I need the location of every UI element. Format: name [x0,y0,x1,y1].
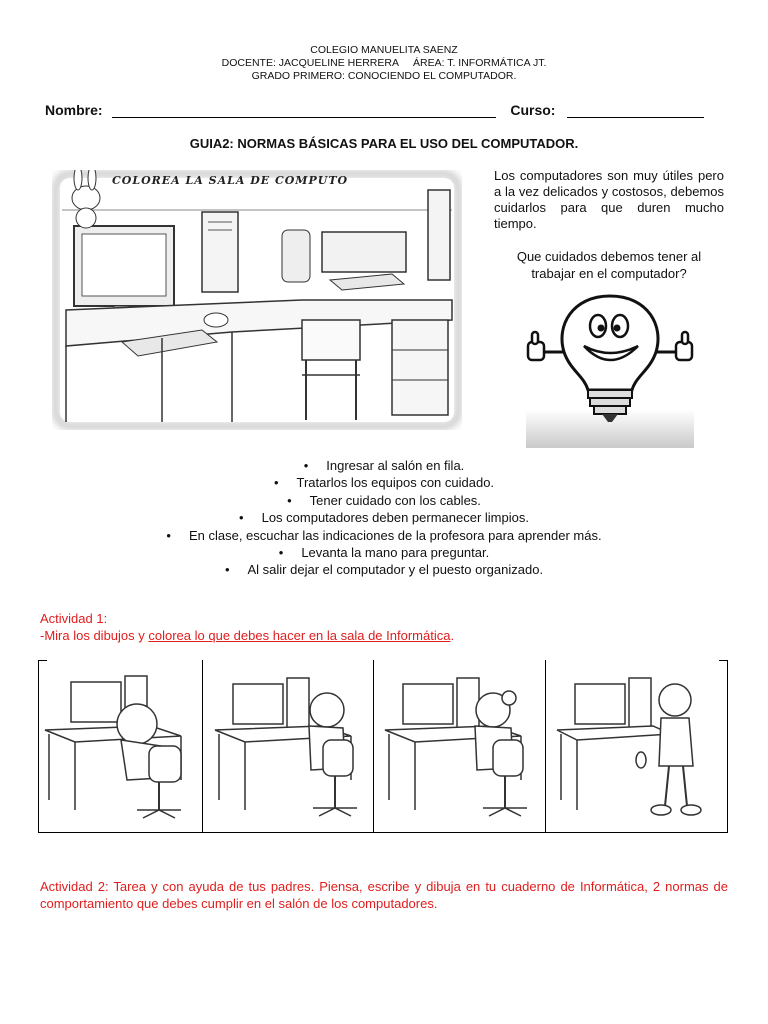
name-label: Nombre: [45,102,103,118]
care-question: Que cuidados debemos tener al trabajar en el computador? [516,249,702,281]
name-course-row [45,102,735,118]
activity-1 [40,610,730,644]
activity-1-text: -Mira los dibujos y colorea lo que debes hacer en la sala de Informática. [40,628,455,643]
list-item: • Tratarlos los equipos con cuidado. [273,475,495,491]
activity-2: Actividad 2: Tarea y con ayuda de tus padres. Piensa, escribe y dibuja en tu cuaderno de Informática, 2 normas de comportamiento que debes cumplir en el salón de los computadores. [40,879,728,911]
course-label: Curso: [510,102,556,118]
list-item: • Los computadores deben permanecer limpios. [239,510,529,526]
rules-list [0,457,768,579]
list-item: • En clase, escuchar las indicaciones de la profesora para aprender más. [166,527,602,543]
computer-room-illustration [52,170,462,430]
guide-title: GUIA2: NORMAS BÁSICAS PARA EL USO DEL COMPUTADOR. [189,136,579,151]
list-item: • Ingresar al salón en fila. [303,458,465,473]
list-item: • Tener cuidado con los cables. [287,492,481,508]
list-item: • Al salir dejar el computador y el puesto organizado. [224,562,544,578]
activity-1-drawings [38,660,728,833]
lightbulb-mascot [524,290,696,450]
name-field[interactable] [112,103,496,118]
coloring-caption: COLOREA LA SALA DE COMPUTO [112,174,349,187]
drawing-girl-standing[interactable] [553,670,713,826]
intro-text: Los computadores son muy útiles pero a la vez delicados y costosos, debemos cuidarlos para que duren mucho tiempo. [494,168,724,231]
drawing-child-typing[interactable] [211,670,371,826]
activity-1-label: Actividad 1: [40,611,108,626]
teacher-line: DOCENTE: JACQUELINE HERRERA ÁREA: T. INFORMÁTICA JT. [221,57,547,69]
drawing-girl-typing[interactable] [381,670,541,826]
course-field[interactable] [567,103,704,118]
school-name: COLEGIO MANUELITA SAENZ [310,44,458,56]
list-item: • Levanta la mano para preguntar. [278,545,490,561]
drawing-child-sleeping[interactable] [41,670,201,826]
grade-line: GRADO PRIMERO: CONOCIENDO EL COMPUTADOR. [251,70,517,82]
